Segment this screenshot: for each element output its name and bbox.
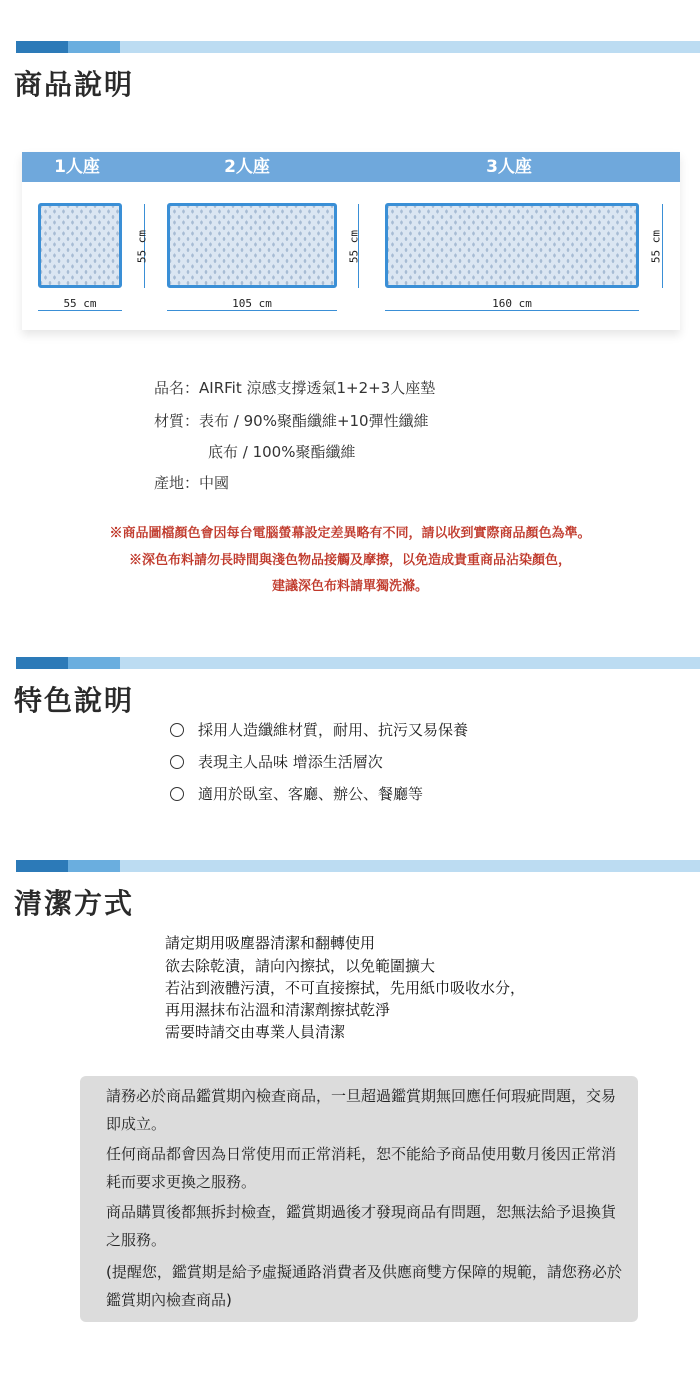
notice-paragraph: 商品購買後都無拆封檢查，鑑賞期過後才發現商品有問題，恕無法給予退換貨之服務。 (106, 1203, 617, 1249)
cleaning-line: 再用濕抹布沾溫和清潔劑擦拭乾淨 (165, 1001, 391, 1019)
dark-fabric-notice: ※深色布料請勿長時間與淺色物品接觸及摩擦，以免造成貴重商品沾染顏色， (128, 553, 571, 568)
notice-paragraph: 任何商品都會因為日常使用而正常消耗，恕不能給予商品使用數月後因正常消耗而要求更換之服務。 (106, 1145, 617, 1191)
cushion-1-seat (38, 203, 122, 288)
circle-bullet-icon (170, 755, 184, 769)
cushion-3-seat (385, 203, 639, 288)
section-divider-bar (16, 860, 700, 872)
size-header-3-seat: 3人座 (486, 157, 532, 177)
notice-paragraph: (提醒您，鑑賞期是給予虛擬通路消費者及供應商雙方保障的規範，請您務必於鑑賞期內檢查商品) (106, 1263, 622, 1309)
product-name-row (154, 377, 435, 398)
origin-value: 中國 (199, 474, 230, 492)
section-title-description: 商品說明 (14, 68, 135, 101)
section-title-features: 特色說明 (14, 684, 135, 717)
width-arrow-1 (38, 310, 122, 311)
origin-row (154, 472, 229, 493)
material-bottom-value: 底布 / 100%聚酯纖維 (208, 443, 356, 461)
width-arrow-3 (385, 310, 639, 311)
width-label-1: 55 cm (38, 297, 122, 310)
width-arrow-2 (167, 310, 337, 311)
circle-bullet-icon (170, 723, 184, 737)
height-label-2: 55 cm (347, 229, 361, 264)
notice-paragraph: 請務必於商品鑑賞期內檢查商品，一旦超過鑑賞期無回應任何瑕疵問題，交易即成立。 (106, 1087, 617, 1133)
section-title-cleaning: 清潔方式 (14, 887, 135, 920)
section-divider-bar (16, 657, 700, 669)
material-top-value: 表布 / 90%聚酯纖維+10彈性纖維 (199, 412, 429, 430)
cleaning-line: 欲去除乾漬，請向內擦拭，以免範圍擴大 (165, 957, 436, 975)
cleaning-line: 需要時請交由專業人員清潔 (165, 1023, 346, 1041)
material-bottom-row (208, 441, 355, 462)
origin-label: 產地： (154, 474, 200, 492)
size-header-1-seat: 1人座 (54, 157, 100, 177)
feature-item: 表現主人品味 增添生活層次 (170, 751, 383, 772)
height-label-3: 55 cm (649, 229, 663, 264)
cleaning-line: 請定期用吸塵器清潔和翻轉使用 (165, 934, 376, 952)
product-name-label: 品名： (154, 379, 200, 397)
width-label-2: 105 cm (222, 297, 282, 310)
cushion-2-seat (167, 203, 337, 288)
height-label-1: 55 cm (135, 229, 149, 264)
feature-item: 適用於臥室、客廳、辦公、餐廳等 (170, 783, 423, 804)
appreciation-period-notice (80, 1076, 638, 1322)
color-notice: ※商品圖檔顏色會因每台電腦螢幕設定差異略有不同，請以收到實際商品顏色為準。 (109, 526, 591, 541)
material-label: 材質： (154, 412, 200, 430)
circle-bullet-icon (170, 787, 184, 801)
cleaning-line: 若沾到液體污漬，不可直接擦拭，先用紙巾吸收水分， (165, 979, 526, 997)
material-row (154, 410, 429, 431)
section-divider-bar (16, 41, 700, 53)
size-header-2-seat: 2人座 (224, 157, 270, 177)
product-name-value: AIRFit 涼感支撐透氣1+2+3人座墊 (199, 379, 436, 397)
size-chart (22, 152, 680, 330)
width-label-3: 160 cm (477, 297, 547, 310)
wash-notice: 建議深色布料請單獨洗滌。 (271, 579, 428, 594)
feature-item: 採用人造纖維材質，耐用、抗污又易保養 (170, 719, 468, 740)
